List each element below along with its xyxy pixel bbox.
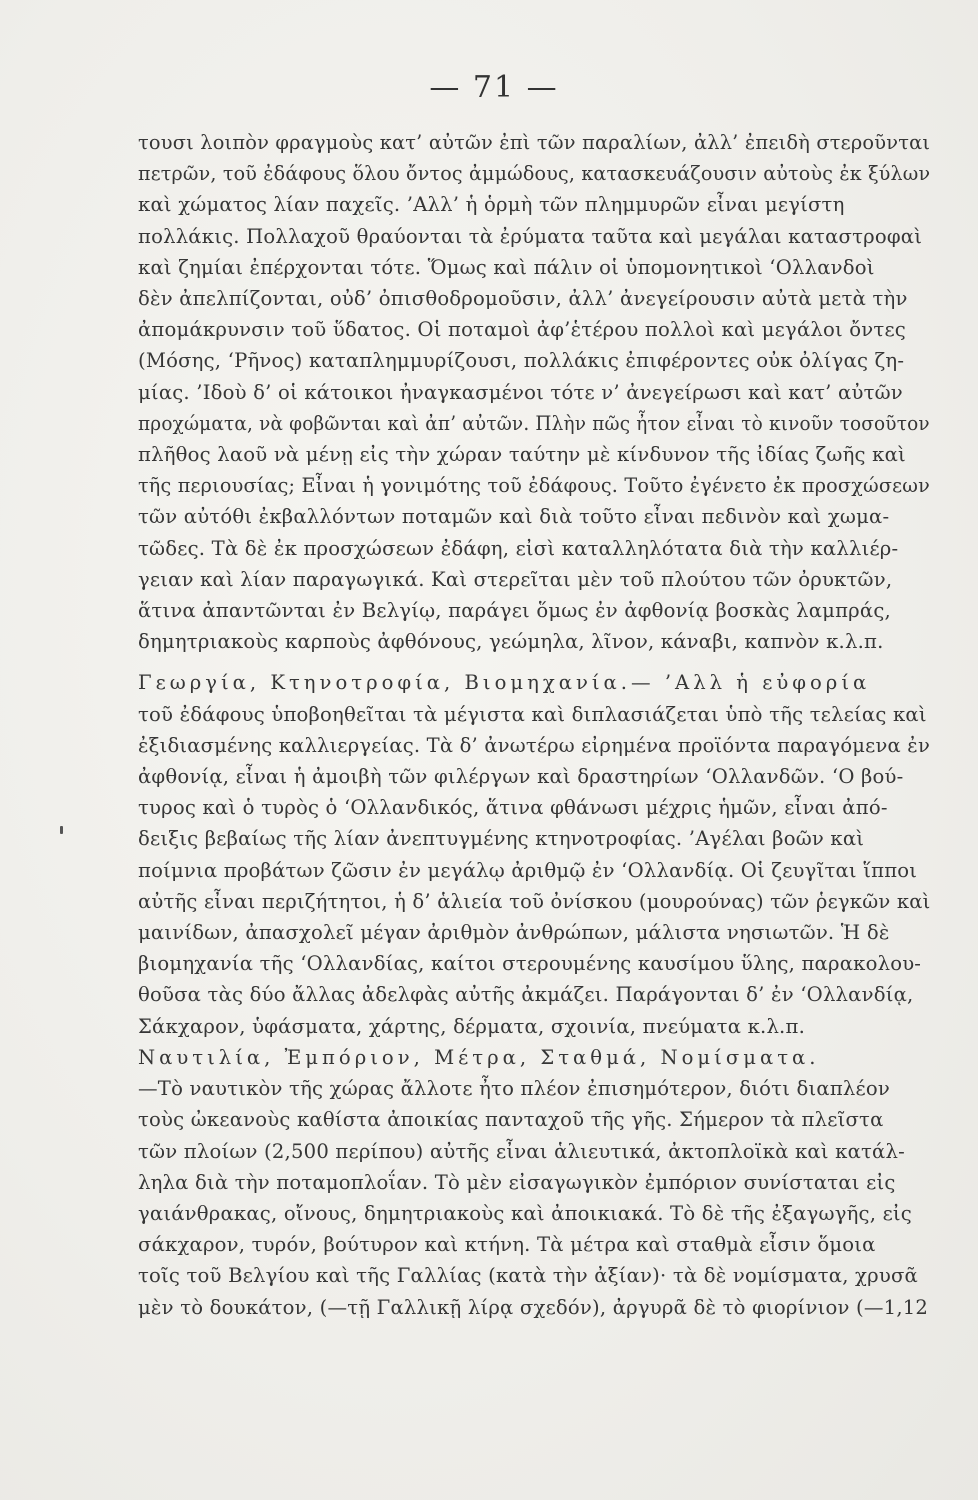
text-line: μαινίδων, ἀπασχολεῖ μέγαν ἀριθμὸν ἀνθρώπων, μάλιστα νησιωτῶν. Ἡ δὲ — [138, 921, 890, 945]
text-line: καὶ ζημίαι ἐπέρχονται τότε. Ὅμως καὶ πάλιν οἱ ὑπομονητικοὶ ‘Ολλανδοὶ — [138, 255, 875, 279]
text-line: ἀπομάκρυνσιν τοῦ ὕδατος. Οἱ ποταμοὶ ἀφ’ἑτέρου πολλοὶ καὶ μεγάλοι ὄντες — [138, 318, 906, 342]
text-line: τουσι λοιπὸν φραγμοὺς κατ’ αὐτῶν ἐπὶ τῶν παραλίων, ἀλλ’ ἐπειδὴ στεροῦνται — [138, 131, 931, 154]
text-line: μίας. ’Ιδοὺ δ’ οἱ κάτοικοι ἠναγκασμένοι τότε ν’ ἀνεγείρωσι καὶ κατ’ αὐτῶν — [138, 380, 903, 404]
text-line: σάκχαρον, τυρόν, βούτυρον καὶ κτήνη. Τὰ μέτρα καὶ σταθμὰ εἶσιν ὅμοια — [138, 1233, 876, 1257]
text-line: μὲν τὸ δουκάτον, (—τῇ Γαλλικῇ λίρᾳ σχεδόν), ἀργυρᾶ δὲ τὸ φιορίνιον (—1,12 — [138, 1295, 929, 1319]
paragraph-shipping-trade — [138, 1042, 930, 1323]
text-line: πλῆθος λαοῦ νὰ μένῃ εἰς τὴν χώραν ταύτην μὲ κίνδυνον τῆς ἰδίας ζωῆς καὶ — [138, 443, 906, 467]
section-heading-line: Ναυτιλία, Ἐμπόριον, Μέτρα, Σταθμά, Νομίσματα. — [138, 1045, 820, 1069]
text-line: τοῖς τοῦ Βελγίου καὶ τῆς Γαλλίας (κατὰ τὴν ἀξίαν)· τὰ δὲ νομίσματα, χρυσᾶ — [138, 1264, 918, 1288]
text-line: —Τὸ ναυτικὸν τῆς χώρας ἄλλοτε ἦτο πλέον ἐπισημότερον, διότι διαπλέον — [138, 1077, 890, 1101]
text-line: τῶδες. Τὰ δὲ ἐκ προσχώσεων ἐδάφη, εἰσὶ καταλληλότατα διὰ τὴν καλλιέρ- — [138, 536, 899, 560]
text-line: γειαν καὶ λίαν παραγωγικά. Καὶ στερεῖται μὲν τοῦ πλούτου τῶν ὀρυκτῶν, — [138, 567, 893, 591]
text-line: καὶ χώματος λίαν παχεῖς. ’Αλλ’ ἡ ὁρμὴ τῶν πλημμυρῶν εἶναι μεγίστη — [138, 193, 845, 217]
text-line: τοῦ ἐδάφους ὑποβοηθεῖται τὰ μέγιστα καὶ διπλασιάζεται ὑπὸ τῆς τελείας καὶ — [138, 702, 927, 726]
text-line: δημητριακοὺς καρποὺς ἀφθόνους, γεώμηλα, λῖνον, κάναβι, καπνὸν κ.λ.π. — [138, 630, 884, 654]
text-line: τῶν αὐτόθι ἐκβαλλόντων ποταμῶν καὶ διὰ τοῦτο εἶναι πεδινὸν καὶ χωμα- — [138, 505, 890, 529]
text-line: ἀφθονίᾳ, εἶναι ἡ ἀμοιβὴ τῶν φιλέργων καὶ δραστηρίων ‘Ολλανδῶν. ‘Ο βού- — [138, 765, 904, 789]
text-line: βιομηχανία τῆς ‘Ολλανδίας, καίτοι στερουμένης καυσίμου ὕλης, παρακολου- — [138, 952, 922, 976]
section-heading-line: Γεωργία, Κτηνοτροφία, Βιομηχανία.— ’Αλλ ἡ εὐφορία — [138, 671, 871, 695]
ink-speck — [60, 826, 63, 834]
text-line: (Μόσης, ‘Ρῆνος) καταπλημμυρίζουσι, πολλάκις ἐπιφέροντες οὐκ ὀλίγας ζη- — [138, 349, 905, 373]
text-line: τῶν πλοίων (2,500 περίπου) αὐτῆς εἶναι ἁλιευτικά, ἀκτοπλοϊκὰ καὶ κατάλ- — [138, 1139, 905, 1163]
text-line: τοὺς ὠκεανοὺς καθίστα ἀποικίας πανταχοῦ τῆς γῆς. Σήμερον τὰ πλεῖστα — [138, 1108, 884, 1132]
text-line: ἐξιδιασμένης καλλιεργείας. Τὰ δ’ ἀνωτέρω εἰρημένα προϊόντα παραγόμενα ἐν — [138, 733, 931, 757]
text-line: ἅτινα ἀπαντῶνται ἐν Βελγίῳ, παράγει ὅμως ἐν ἀφθονίᾳ βοσκὰς λαμπράς, — [138, 599, 891, 623]
text-line: προχώματα, νὰ φοβῶνται καὶ ἀπ’ αὐτῶν. Πλὴν πῶς ἦτον εἶναι τὸ κινοῦν τοσοῦτον — [138, 411, 930, 435]
text-line: ποίμνια προβάτων ζῶσιν ἐν μεγάλῳ ἀριθμῷ ἐν ‘Ολλανδίᾳ. Οἱ ζευγῖται ἵπποι — [138, 858, 918, 882]
section-gap — [138, 657, 930, 667]
text-line: δὲν ἀπελπίζονται, οὐδ’ ὀπισθοδρομοῦσιν, ἀλλ’ ἀνεγείρουσιν αὐτὰ μετὰ τὴν — [138, 287, 908, 311]
text-line: αὐτῆς εἶναι περιζήτητοι, ἡ δ’ ἁλιεία τοῦ ὀνίσκου (μουρούνας) τῶν ῥεγκῶν καὶ — [138, 889, 931, 913]
paragraph-dikes-and-rivers — [138, 127, 930, 657]
text-line: πολλάκις. Πολλαχοῦ θραύονται τὰ ἐρύματα ταῦτα καὶ μεγάλαι καταστροφαὶ — [138, 224, 923, 248]
text-line: τυρος καὶ ὁ τυρὸς ὁ ‘Ολλανδικός, ἅτινα φθάνωσι μέχρις ἡμῶν, εἶναι ἀπό- — [138, 796, 888, 820]
text-line: θοῦσα τὰς δύο ἄλλας ἀδελφὰς αὐτῆς ἀκμάζει. Παράγονται δ’ ἐν ‘Ολλανδίᾳ, — [138, 983, 914, 1007]
text-line: Σάκχαρον, ὑφάσματα, χάρτης, δέρματα, σχοινία, πνεύματα κ.λ.π. — [138, 1014, 805, 1038]
text-line: γαιάνθρακας, οἴνους, δημητριακοὺς καὶ ἀποικιακά. Τὸ δὲ τῆς ἐξαγωγῆς, εἰς — [138, 1201, 912, 1225]
text-line: δειξις βεβαίως τῆς λίαν ἀνεπτυγμένης κτηνοτροφίας. ’Αγέλαι βοῶν καὶ — [138, 827, 865, 851]
text-line: τῆς περιουσίας; Εἶναι ἡ γονιμότης τοῦ ἐδάφους. Τοῦτο ἐγένετο ἐκ προσχώσεων — [138, 474, 930, 498]
text-line: πετρῶν, τοῦ ἐδάφους ὅλου ὄντος ἀμμώδους, κατασκευάζουσιν αὐτοὺς ἐκ ξύλων — [138, 162, 931, 186]
page-number: — 71 — — [429, 70, 559, 105]
paragraph-agriculture-industry — [138, 667, 930, 1041]
text-line: ληλα διὰ τὴν ποταμοπλοΐαν. Τὸ μὲν εἰσαγωγικὸν ἐμπόριον συνίσταται εἰς — [138, 1170, 896, 1194]
